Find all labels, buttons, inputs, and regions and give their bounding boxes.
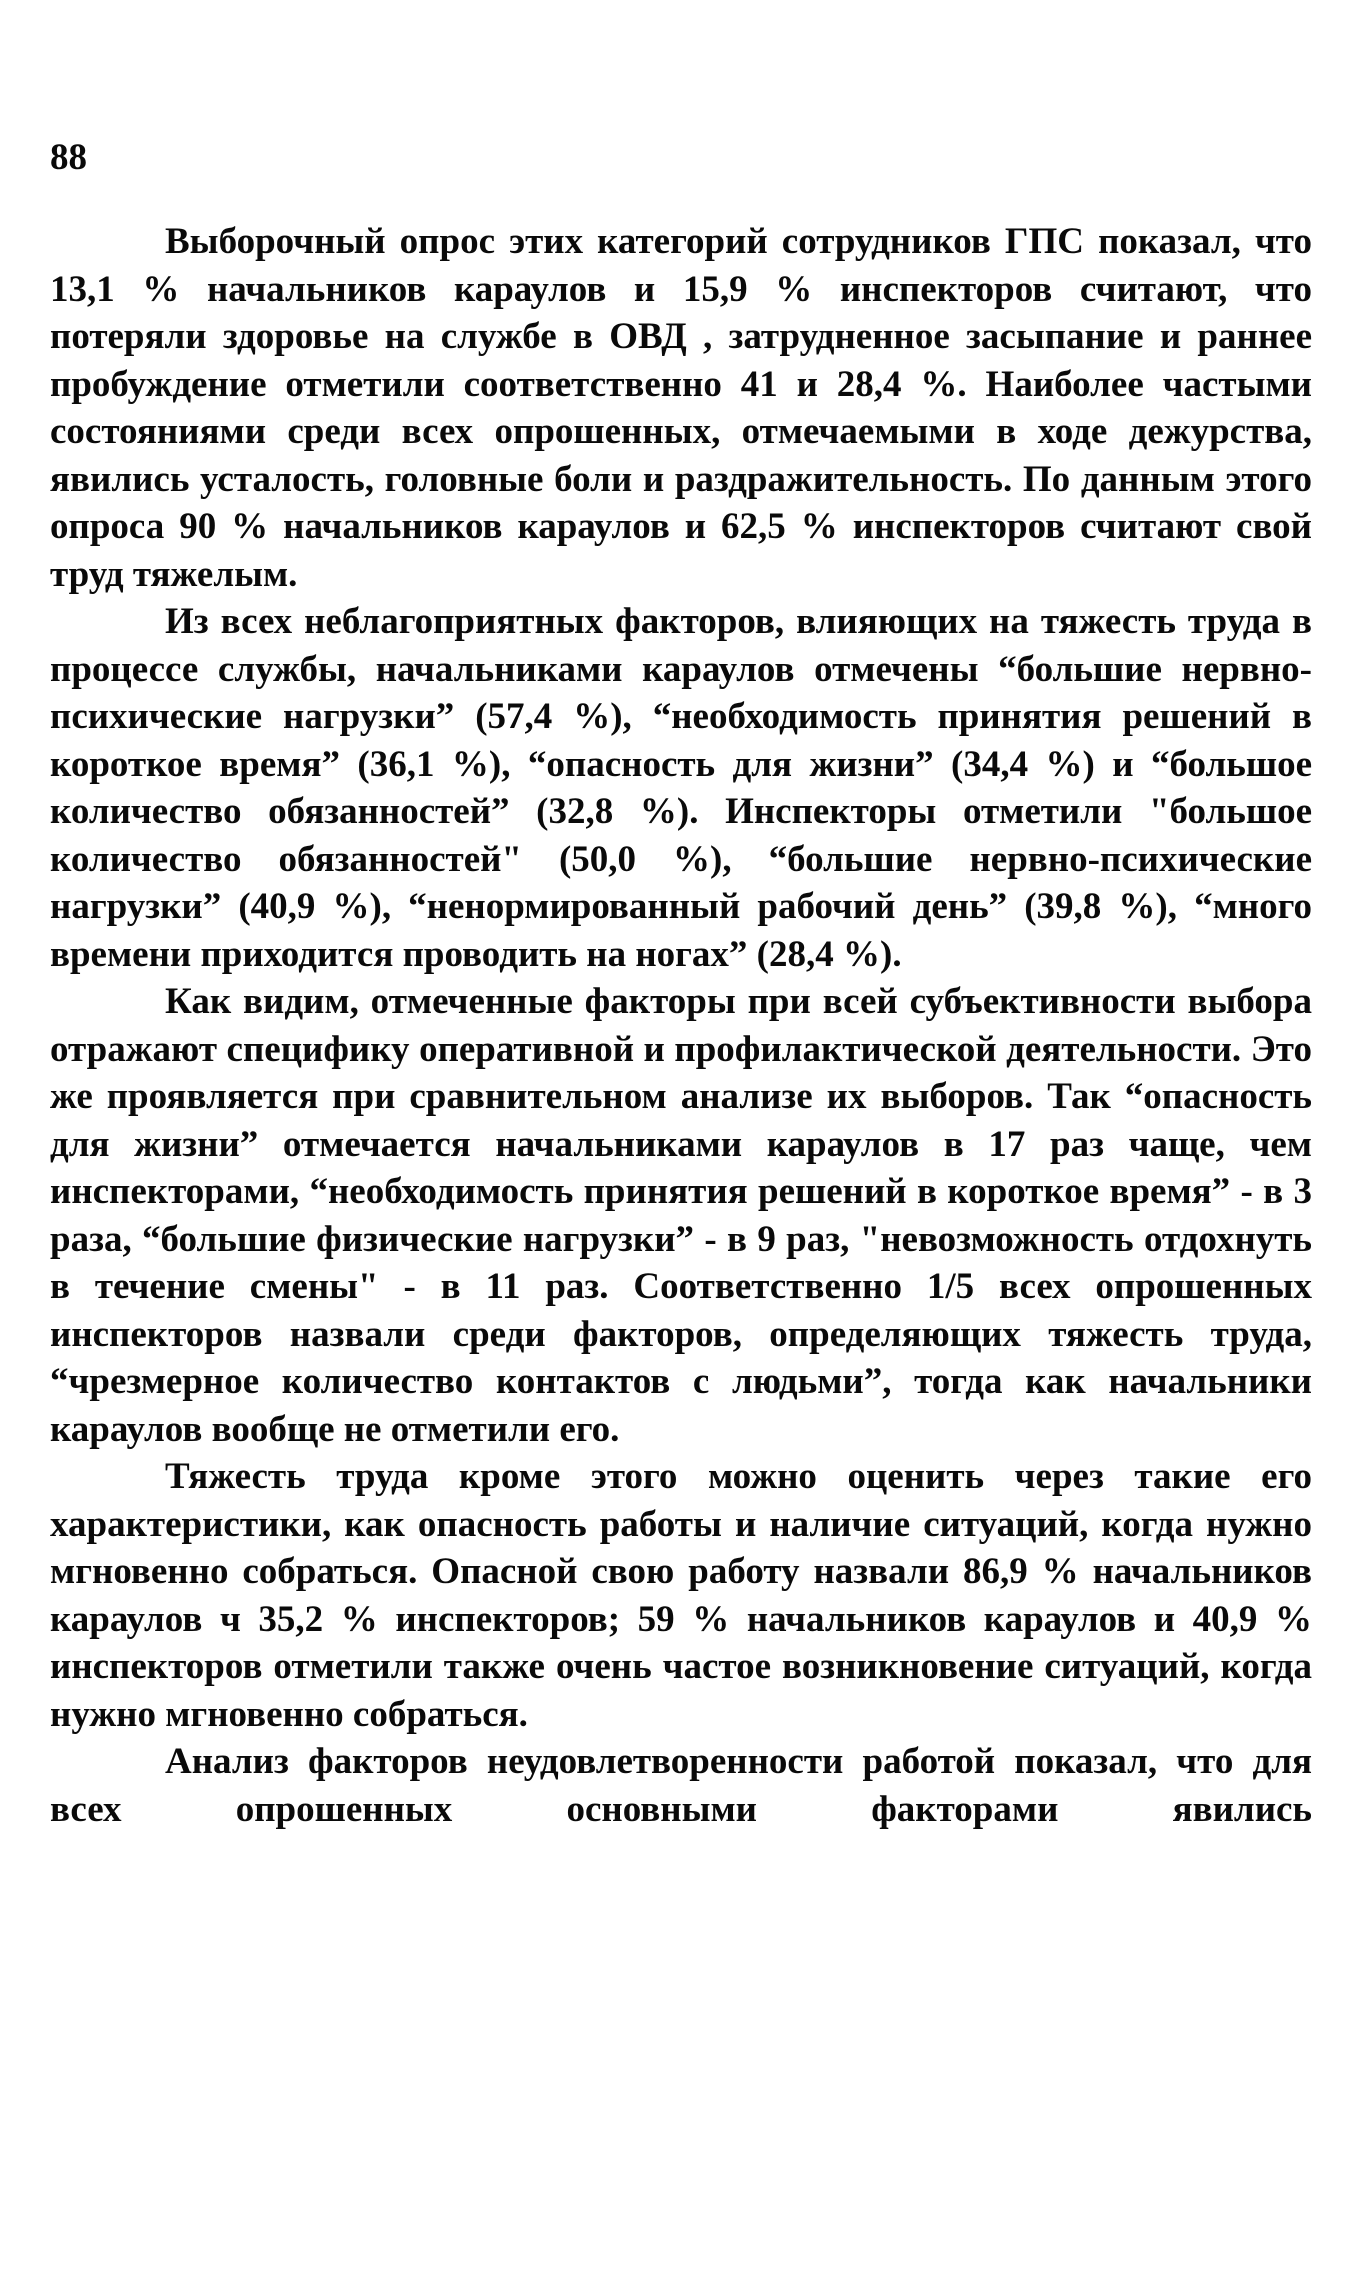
paragraph-3: Как видим, отмеченные факторы при всей субъективности выбора отражают специфику оперативной и профилактической деятельности. Это же проявляется при сравнительном анализе их выборов. Так “опасность для жизни” отмечается начальниками караулов в 17 раз чаще, чем инспекторами, “необходимость принятия решений в короткое время” - в 3 раза, “большие физические нагрузки” - в 9 раз, "невозможность отдохнуть в течение смены" - в 11 раз. Соответственно 1/5 всех опрошенных инспекторов назвали среди факторов, определяющих тяжесть труда, “чрезмерное количество контактов с людьми”, тогда как начальники караулов вообще не отметили его. [50,981,1312,1450]
paragraph-5: Анализ факторов неудовлетворенности работой показал, что для всех опрошенных основными факторами явились [50,1741,1312,1830]
page-number: 88 [50,137,87,178]
body-text [50,218,1312,1833]
paragraph-2: Из всех неблагоприятных факторов, влияющих на тяжесть труда в процессе службы, начальниками караулов отмечены “большие нервно-психические нагрузки” (57,4 %), “необходимость принятия решений в короткое время” (36,1 %), “опасность для жизни” (34,4 %) и “большое количество обязанностей” (32,8 %). Инспекторы отметили "большое количество обязанностей" (50,0 %), “большие нервно-психические нагрузки” (40,9 %), “ненормированный рабочий день” (39,8 %), “много времени приходится проводить на ногах” (28,4 %). [50,601,1312,975]
paragraph-1: Выборочный опрос этих категорий сотрудников ГПС показал, что 13,1 % начальников караулов и 15,9 % инспекторов считают, что потеряли здоровье на службе в ОВД , затрудненное засыпание и раннее пробуждение отметили соответственно 41 и 28,4 %. Наиболее частыми состояниями среди всех опрошенных, отмечаемыми в ходе дежурства, явились усталость, головные боли и раздражительность. По данным этого опроса 90 % начальников караулов и 62,5 % инспекторов считают свой труд тяжелым. [50,221,1312,595]
paragraph-4: Тяжесть труда кроме этого можно оценить через такие его характеристики, как опасность работы и наличие ситуаций, когда нужно мгновенно собраться. Опасной свою работу назвали 86,9 % начальников караулов ч 35,2 % инспекторов; 59 % начальников караулов и 40,9 % инспекторов отметили также очень частое возникновение ситуаций, когда нужно мгновенно собраться. [50,1456,1312,1735]
